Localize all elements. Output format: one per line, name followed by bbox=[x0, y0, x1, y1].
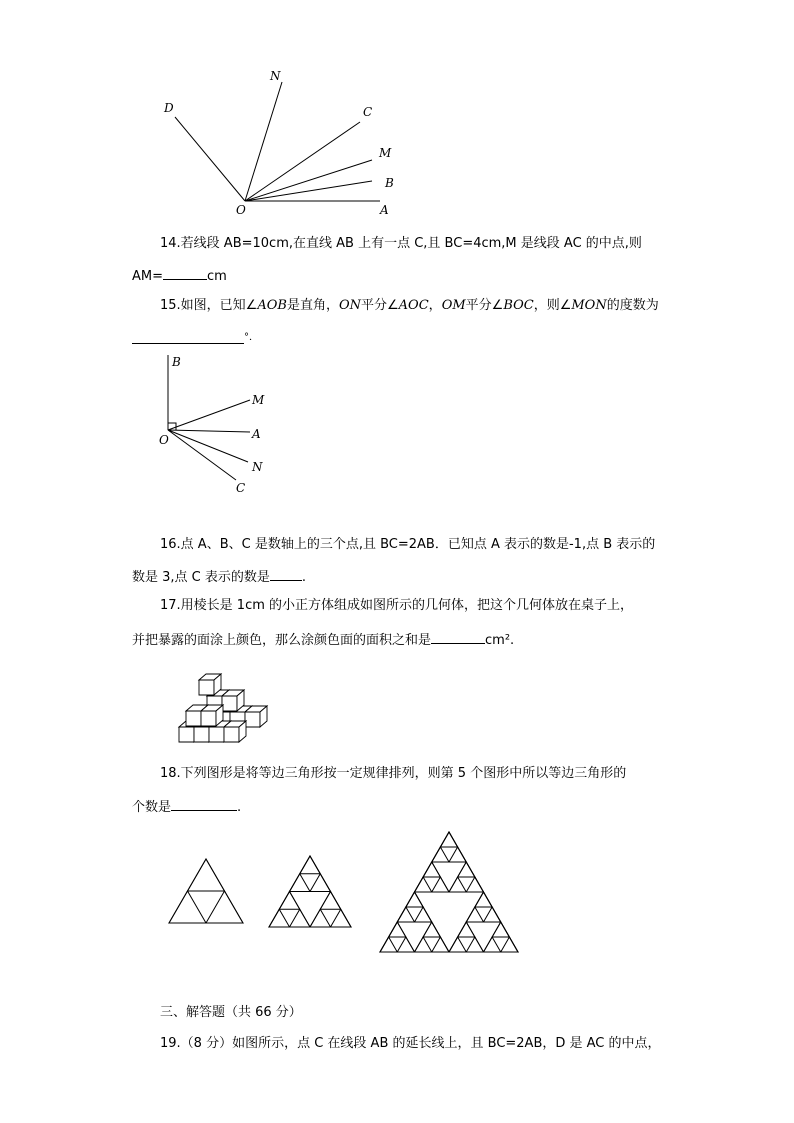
triangle bbox=[310, 874, 331, 892]
q15-line2 bbox=[132, 330, 259, 349]
triangle-pattern-2 bbox=[265, 852, 355, 930]
cube-13 bbox=[199, 674, 221, 695]
section-3-title: 三、解答题（共 66 分） bbox=[160, 1005, 302, 1020]
label-B: B bbox=[385, 176, 394, 190]
ray-OM-15 bbox=[168, 400, 250, 430]
triangle bbox=[458, 862, 475, 877]
label-O: O bbox=[236, 203, 246, 217]
triangle bbox=[415, 907, 432, 922]
ray-OC-15 bbox=[168, 430, 236, 480]
q17-answer-blank[interactable] bbox=[431, 630, 485, 644]
ray-OC bbox=[245, 122, 360, 201]
q15-line1 bbox=[160, 298, 659, 314]
q16-suffix: . bbox=[301, 570, 307, 585]
q14-answer-blank[interactable] bbox=[163, 266, 207, 280]
ray-OM bbox=[245, 160, 372, 201]
q15-text-3: 平分∠ bbox=[361, 298, 399, 313]
triangle-pattern-1 bbox=[165, 855, 245, 927]
q18-prefix: 个数是 bbox=[132, 800, 172, 815]
ray-OD bbox=[175, 117, 245, 201]
cube-8 bbox=[224, 721, 246, 742]
ray-OB bbox=[245, 181, 372, 201]
q16-line1: 16.点 A、B、C 是数轴上的三个点,且 BC=2AB．已知点 A 表示的数是-1,点 B 表示的 bbox=[160, 537, 656, 552]
triangle bbox=[501, 937, 518, 952]
label-B-15: B bbox=[172, 355, 181, 369]
triangle bbox=[169, 891, 206, 923]
q18-answer-blank[interactable] bbox=[171, 797, 237, 811]
q14-line1: 14.若线段 AB=10cm,在直线 AB 上有一点 C,且 BC=4cm,M 是线段 AC 的中点,则 bbox=[160, 236, 642, 251]
triangle bbox=[380, 937, 397, 952]
triangle bbox=[475, 892, 492, 907]
triangle bbox=[397, 937, 414, 952]
triangle bbox=[397, 907, 414, 922]
label-O-15: O bbox=[159, 433, 169, 447]
triangle bbox=[484, 937, 501, 952]
triangle bbox=[466, 907, 483, 922]
triangle bbox=[406, 892, 423, 907]
q17-line1: 17.用棱长是 1cm 的小正方体组成如图所示的几何体，把这个几何体放在桌子上， bbox=[160, 598, 634, 613]
label-C-15: C bbox=[236, 481, 246, 495]
q15-angle-aoc: AOC bbox=[398, 298, 429, 313]
triangle bbox=[300, 856, 321, 874]
label-M: M bbox=[379, 146, 392, 160]
triangle bbox=[449, 937, 466, 952]
label-N-15: N bbox=[252, 460, 263, 474]
triangle bbox=[466, 877, 483, 892]
triangle bbox=[449, 847, 466, 862]
triangle bbox=[269, 909, 290, 927]
triangle bbox=[310, 909, 331, 927]
triangle bbox=[279, 892, 300, 910]
cube-12 bbox=[201, 705, 223, 726]
q16-line2 bbox=[132, 567, 306, 586]
triangle bbox=[466, 937, 483, 952]
q18-line1: 18.下列图形是将等边三角形按一定规律排列，则第 5 个图形中所以等边三角形的 bbox=[160, 766, 627, 781]
q15-degree: °． bbox=[244, 332, 259, 343]
q16-prefix: 数是 3,点 C 表示的数是 bbox=[132, 570, 270, 585]
q14-prefix: AM= bbox=[132, 269, 164, 284]
cube-4 bbox=[245, 706, 267, 727]
triangle bbox=[484, 907, 501, 922]
triangle bbox=[423, 922, 440, 937]
cube-10 bbox=[222, 690, 244, 711]
triangle bbox=[415, 937, 432, 952]
triangle bbox=[440, 832, 457, 847]
q15-ray-on: ON bbox=[338, 298, 362, 313]
label-A-15: A bbox=[252, 427, 261, 441]
triangle bbox=[432, 847, 449, 862]
triangle bbox=[290, 909, 311, 927]
triangle-pattern-3 bbox=[375, 828, 525, 956]
triangle bbox=[458, 922, 475, 937]
label-D: D bbox=[164, 101, 174, 115]
triangle bbox=[206, 891, 243, 923]
ray-OA-15 bbox=[168, 430, 250, 432]
triangle bbox=[432, 937, 449, 952]
q18-line2 bbox=[132, 797, 241, 816]
q15-text-5: 平分∠ bbox=[465, 298, 504, 313]
q15-answer-blank[interactable] bbox=[132, 330, 244, 344]
q15-angle-aob: AOB bbox=[257, 298, 287, 313]
q15-text-1: 15.如图，已知∠ bbox=[160, 298, 258, 313]
label-A: A bbox=[380, 203, 389, 217]
q17-line2 bbox=[132, 630, 514, 649]
triangle bbox=[432, 877, 449, 892]
label-M-15: M bbox=[252, 393, 265, 407]
q19-line1: 19.（8 分）如图所示，点 C 在线段 AB 的延长线上，且 BC=2AB，D 是 AC 的中点， bbox=[160, 1036, 661, 1051]
triangle bbox=[423, 862, 440, 877]
q15-angle-boc: BOC bbox=[503, 298, 534, 313]
q15-text-6: ，则∠ bbox=[533, 298, 572, 313]
ray-ON-15 bbox=[168, 430, 248, 462]
ray-ON bbox=[245, 82, 282, 201]
q15-angle-mon: MON bbox=[571, 298, 607, 313]
q15-text-2: 是直角， bbox=[286, 298, 339, 313]
q16-answer-blank[interactable] bbox=[270, 567, 302, 581]
angle-figure-15 bbox=[155, 350, 275, 500]
q15-text-7: 的度数为 bbox=[606, 298, 659, 313]
label-C: C bbox=[363, 105, 373, 119]
triangle bbox=[188, 859, 225, 891]
q15-ray-om: OM bbox=[441, 298, 466, 313]
triangle bbox=[331, 909, 352, 927]
q14-line2 bbox=[132, 266, 227, 285]
triangle bbox=[389, 922, 406, 937]
triangle bbox=[492, 922, 509, 937]
triangle bbox=[320, 892, 341, 910]
angle-figure-13 bbox=[150, 60, 410, 225]
q18-suffix: . bbox=[237, 800, 242, 815]
triangle bbox=[290, 874, 311, 892]
q14-unit: cm bbox=[207, 269, 227, 284]
label-N: N bbox=[270, 69, 281, 83]
q17-unit: cm². bbox=[485, 633, 515, 648]
cube-stack-figure bbox=[170, 668, 270, 748]
q17-prefix: 并把暴露的面涂上颜色，那么涂颜色面的面积之和是 bbox=[132, 633, 432, 648]
triangle bbox=[449, 877, 466, 892]
triangle bbox=[415, 877, 432, 892]
q15-text-4: ， bbox=[428, 298, 442, 313]
